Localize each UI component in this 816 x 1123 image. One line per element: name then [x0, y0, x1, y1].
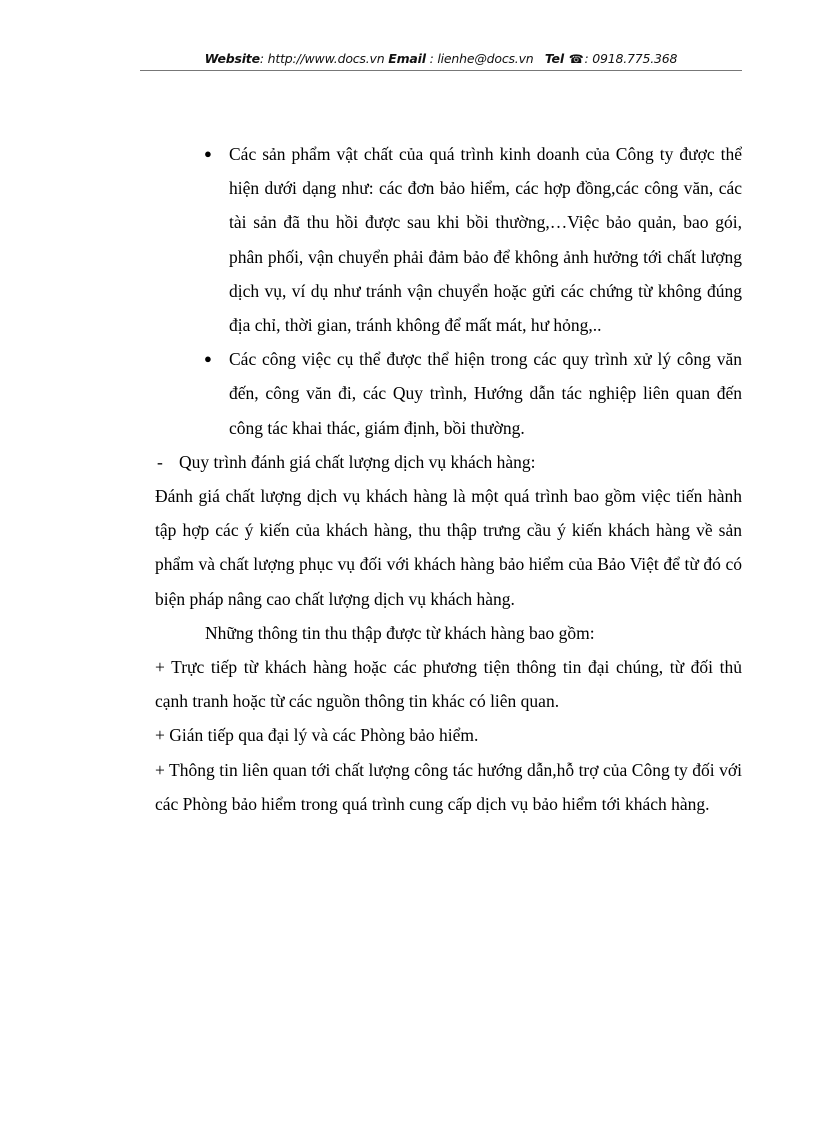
document-body — [155, 137, 742, 821]
section-heading-text: Quy trình đánh giá chất lượng dịch vụ khách hàng: — [179, 451, 536, 472]
email-label: Email — [388, 51, 426, 66]
tel-value: : 0918.775.368 — [584, 51, 678, 66]
section-heading — [155, 445, 742, 479]
list-item — [155, 342, 742, 445]
paragraph: Những thông tin thu thập được từ khách hàng bao gồm: — [205, 622, 595, 643]
paragraph: + Thông tin liên quan tới chất lượng công tác hướng dẫn,hỗ trợ của Công ty đối với các Phòng bảo hiểm trong quá trình cung cấp dịch vụ bảo hiểm tới khách hàng. — [155, 759, 742, 814]
bullet-text: Các công việc cụ thể được thể hiện trong các quy trình xử lý công văn đến, công văn đi, các Quy trình, Hướng dẫn tác nghiệp liên quan đến công tác khai thác, giám định, bồi thường. — [229, 349, 742, 438]
phone-icon: ☎ — [568, 52, 584, 66]
page-header — [140, 51, 742, 66]
website-label: Website — [204, 51, 260, 66]
header-divider — [140, 70, 742, 71]
paragraph: Đánh giá chất lượng dịch vụ khách hàng là một quá trình bao gồm việc tiến hành tập hợp các ý kiến của khách hàng, thu thập trưng cầu ý kiến khách hàng về sản phẩm và chất lượng phục vụ đối với khách hàng bảo hiểm của Bảo Việt để từ đó có biện pháp nâng cao chất lượng dịch vụ khách hàng. — [155, 486, 742, 609]
dash-marker: - — [157, 451, 163, 472]
bullet-list — [155, 137, 742, 445]
paragraph: + Trực tiếp từ khách hàng hoặc các phương tiện thông tin đại chúng, từ đối thủ cạnh tranh hoặc từ các nguồn thông tin khác có liên quan. — [155, 657, 742, 712]
bullet-icon: ● — [204, 146, 212, 161]
tel-label: Tel — [544, 51, 564, 66]
email-value: : lienhe@docs.vn — [425, 51, 534, 66]
bullet-text: Các sản phẩm vật chất của quá trình kinh doanh của Công ty được thể hiện dưới dạng như: các đơn bảo hiểm, các hợp đồng,các công văn, các tài sản đã thu hồi được sau khi bồi thường,…Việc bảo quản, bao gói, phân phối, vận chuyển phải đảm bảo để không ảnh hưởng tới chất lượng dịch vụ, ví dụ như tránh vận chuyển hoặc gửi các chứng từ không đúng địa chỉ, thời gian, tránh không để mất mát, hư hỏng,.. — [229, 144, 742, 336]
bullet-icon: ● — [204, 351, 212, 367]
paragraph: + Gián tiếp qua đại lý và các Phòng bảo hiểm. — [155, 725, 479, 746]
website-value: : http://www.docs.vn — [259, 51, 385, 66]
list-item — [155, 137, 742, 342]
